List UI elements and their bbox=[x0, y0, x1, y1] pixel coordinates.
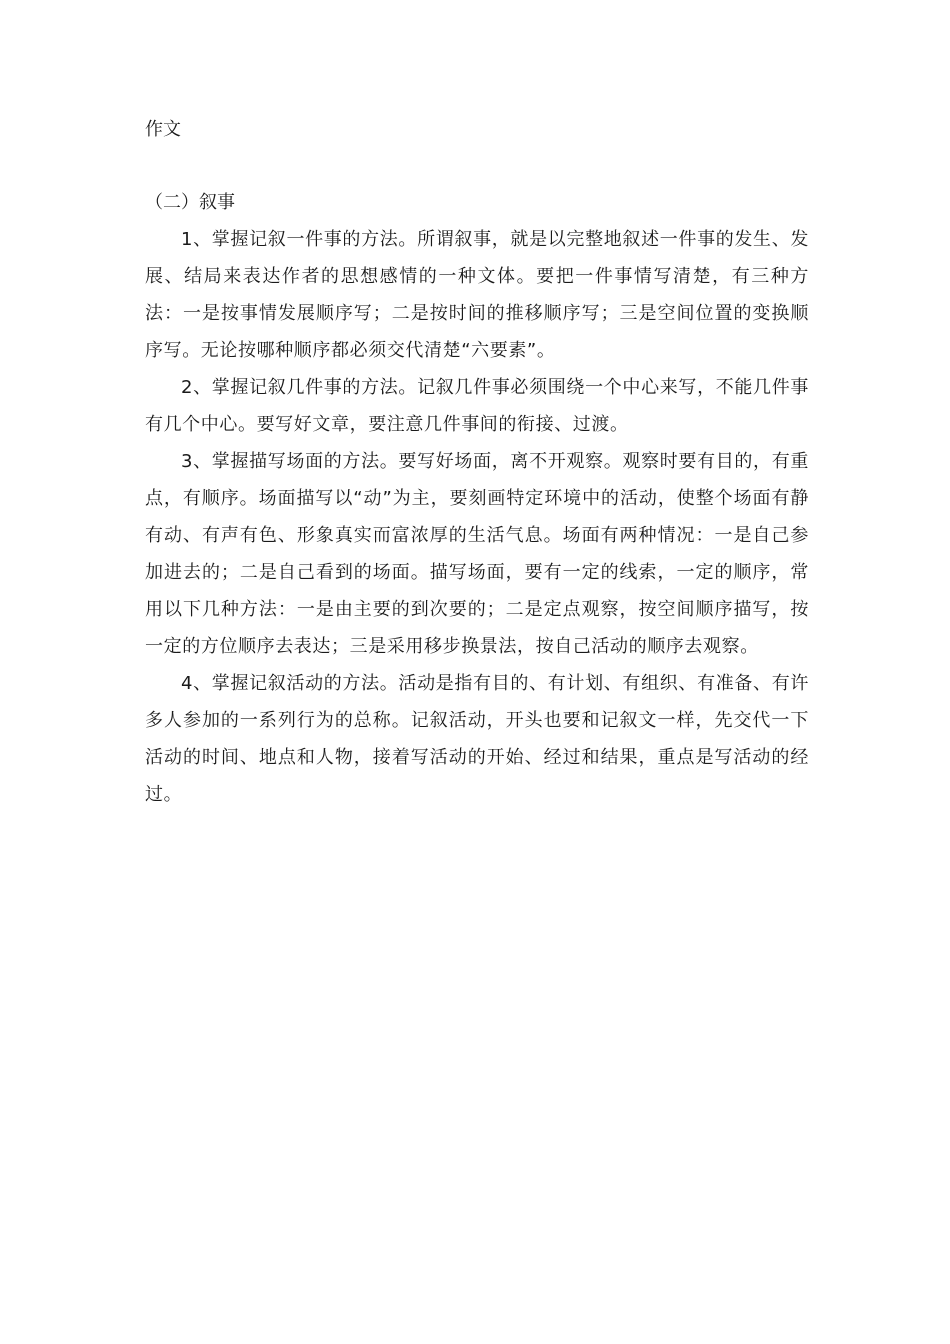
paragraph-4: 4、掌握记叙活动的方法。活动是指有目的、有计划、有组织、有准备、有许多人参加的一系列行为的总称。记叙活动，开头也要和记叙文一样，先交代一下活动的时间、地点和人物，接着写活动的开始、经过和结果，重点是写活动的经过。 bbox=[145, 673, 809, 805]
document-body bbox=[145, 221, 809, 813]
paragraph-2: 2、掌握记叙几件事的方法。记叙几件事必须围绕一个中心来写，不能几件事有几个中心。要写好文章，要注意几件事间的衔接、过渡。 bbox=[145, 377, 809, 435]
paragraph-1: 1、掌握记叙一件事的方法。所谓叙事，就是以完整地叙述一件事的发生、发展、结局来表达作者的思想感情的一种文体。要把一件事情写清楚，有三种方法：一是按事情发展顺序写；二是按时间的推移顺序写；三是空间位置的变换顺序写。无论按哪种顺序都必须交代清楚“六要素”。 bbox=[145, 229, 809, 361]
document-title: 作文 bbox=[145, 119, 181, 140]
paragraph-3: 3、掌握描写场面的方法。要写好场面，离不开观察。观察时要有目的，有重点，有顺序。场面描写以“动”为主，要刻画特定环境中的活动，使整个场面有静有动、有声有色、形象真实而富浓厚的生活气息。场面有两种情况：一是自己参加进去的；二是自己看到的场面。描写场面，要有一定的线索，一定的顺序，常用以下几种方法：一是由主要的到次要的；二是定点观察，按空间顺序描写，按一定的方位顺序去表达；三是采用移步换景法，按自己活动的顺序去观察。 bbox=[145, 451, 809, 657]
section-heading: （二）叙事 bbox=[145, 192, 235, 213]
